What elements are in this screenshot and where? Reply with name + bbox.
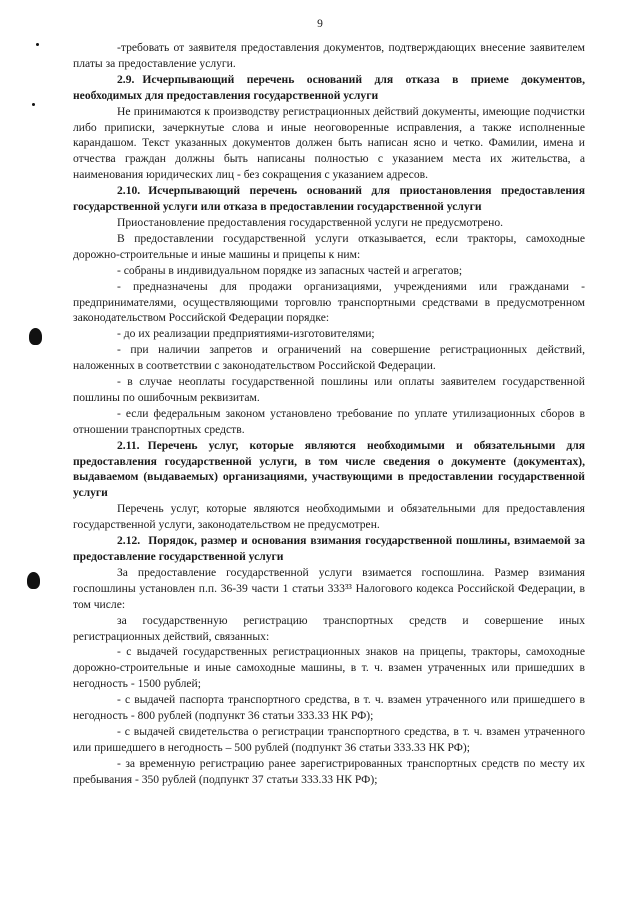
- punch-hole-mark: [29, 328, 42, 345]
- scan-speck: [36, 43, 39, 46]
- paragraph: Не принимаются к производству регистрационных действий документы, имеющие подчистки либо приписки, зачеркнутые слова и иные неоговоренные исправления, а также исполненные карандашом. Текст указанных документов должен быть написан ясно и четко. Фамилии, имена и отчества граждан должны быть написаны полностью с указанием места их жительства, а наименования юридических лиц - без сокращения с указанием адресов.: [73, 104, 585, 182]
- punch-hole-mark: [27, 572, 40, 589]
- section-heading-2-11: [73, 438, 585, 502]
- list-item: - предназначены для продажи организациями, учреждениями или гражданами - предпринимателями, осуществляющими торговлю транспортными средствами в предусмотренном законодательством Российской Федерации порядке:: [73, 279, 585, 325]
- list-item: - до их реализации предприятиями-изготовителями;: [117, 327, 375, 341]
- list-item: - в случае неоплаты государственной пошлины или оплаты заявителем государственной пошлины по ошибочным реквизитам.: [73, 375, 585, 404]
- paragraph: Приостановление предоставления государственной услуги не предусмотрено.: [117, 215, 504, 229]
- list-item: - с выдачей свидетельства о регистрации транспортного средства, в т. ч. взамен утраченного или пришедшего в негодность – 500 рублей (подпункт 36 статьи 333.33 НК РФ);: [73, 724, 585, 754]
- section-number: 2.12.: [117, 534, 141, 548]
- scan-speck: [32, 103, 35, 106]
- section-number: 2.10.: [117, 184, 141, 198]
- paragraph: В предоставлении государственной услуги отказывается, если тракторы, самоходные дорожно-строительные и иные машины и прицепы к ним:: [73, 231, 585, 261]
- section-heading-2-9: [73, 72, 585, 104]
- list-item: - за временную регистрацию ранее зарегистрированных транспортных средств по месту их пребывания - 350 рублей (подпункт 37 статьи 333.33 НК РФ);: [73, 756, 585, 786]
- paragraph: Перечень услуг, которые являются необходимыми и обязательными для предоставления государственной услуги, законодательством не предусмотрен.: [73, 502, 585, 532]
- section-number: 2.9.: [117, 72, 135, 86]
- paragraph: -требовать от заявителя предоставления документов, подтверждающих внесение заявителем платы за предоставление услуги.: [73, 41, 585, 70]
- paragraph: за государственную регистрацию транспортных средств и совершение иных регистрационных действий, связанных:: [73, 613, 585, 643]
- list-item: - при наличии запретов и ограничений на совершение регистрационных действий, наложенных в соответствии с законодательством Российской Федерации.: [73, 343, 585, 373]
- document-body: [73, 40, 585, 788]
- list-item: - с выдачей паспорта транспортного средства, в т. ч. взамен утраченного или пришедшего в негодность - 800 рублей (подпункт 36 статьи 333.33 НК РФ);: [73, 693, 585, 723]
- section-heading-2-12: [73, 533, 585, 565]
- paragraph: За предоставление государственной услуги взимается госпошлина. Размер взимания госпошлины установлен п.п. 36-39 части 1 статьи 333³³ Налогового кодекса Российской Федерации, в том числе:: [73, 565, 585, 611]
- section-title: Исчерпывающий перечень оснований для отказа в приеме документов, необходимых для предоставления государственной услуги: [73, 72, 585, 102]
- section-title: Исчерпывающий перечень оснований для приостановления предоставления государственной услуги или отказа в предоставлении государственной услуги: [73, 184, 585, 214]
- section-title: Порядок, размер и основания взимания государственной пошлины, взимаемой за предоставление государственной услуги: [73, 534, 585, 563]
- list-item: - если федеральным законом установлено требование по уплате утилизационных сборов в отношении транспортных средств.: [73, 406, 585, 436]
- section-heading-2-10: [73, 183, 585, 215]
- page-number: 9: [317, 18, 323, 30]
- list-item: - собраны в индивидуальном порядке из запасных частей и агрегатов;: [117, 263, 463, 277]
- list-item: - с выдачей государственных регистрационных знаков на прицепы, тракторы, самоходные дорожно-строительные и иные самоходные машины, в т. ч. взамен утраченных или пришедших в негодность - 1500 рублей;: [73, 645, 585, 691]
- section-number: 2.11.: [117, 438, 140, 452]
- section-title: Перечень услуг, которые являются необходимыми и обязательными для предоставления государственной услуги, в том числе сведения о документе (документах), выдаваемом (выдаваемых) организациями, участвующими в предоставлении государственной услуги: [73, 438, 585, 500]
